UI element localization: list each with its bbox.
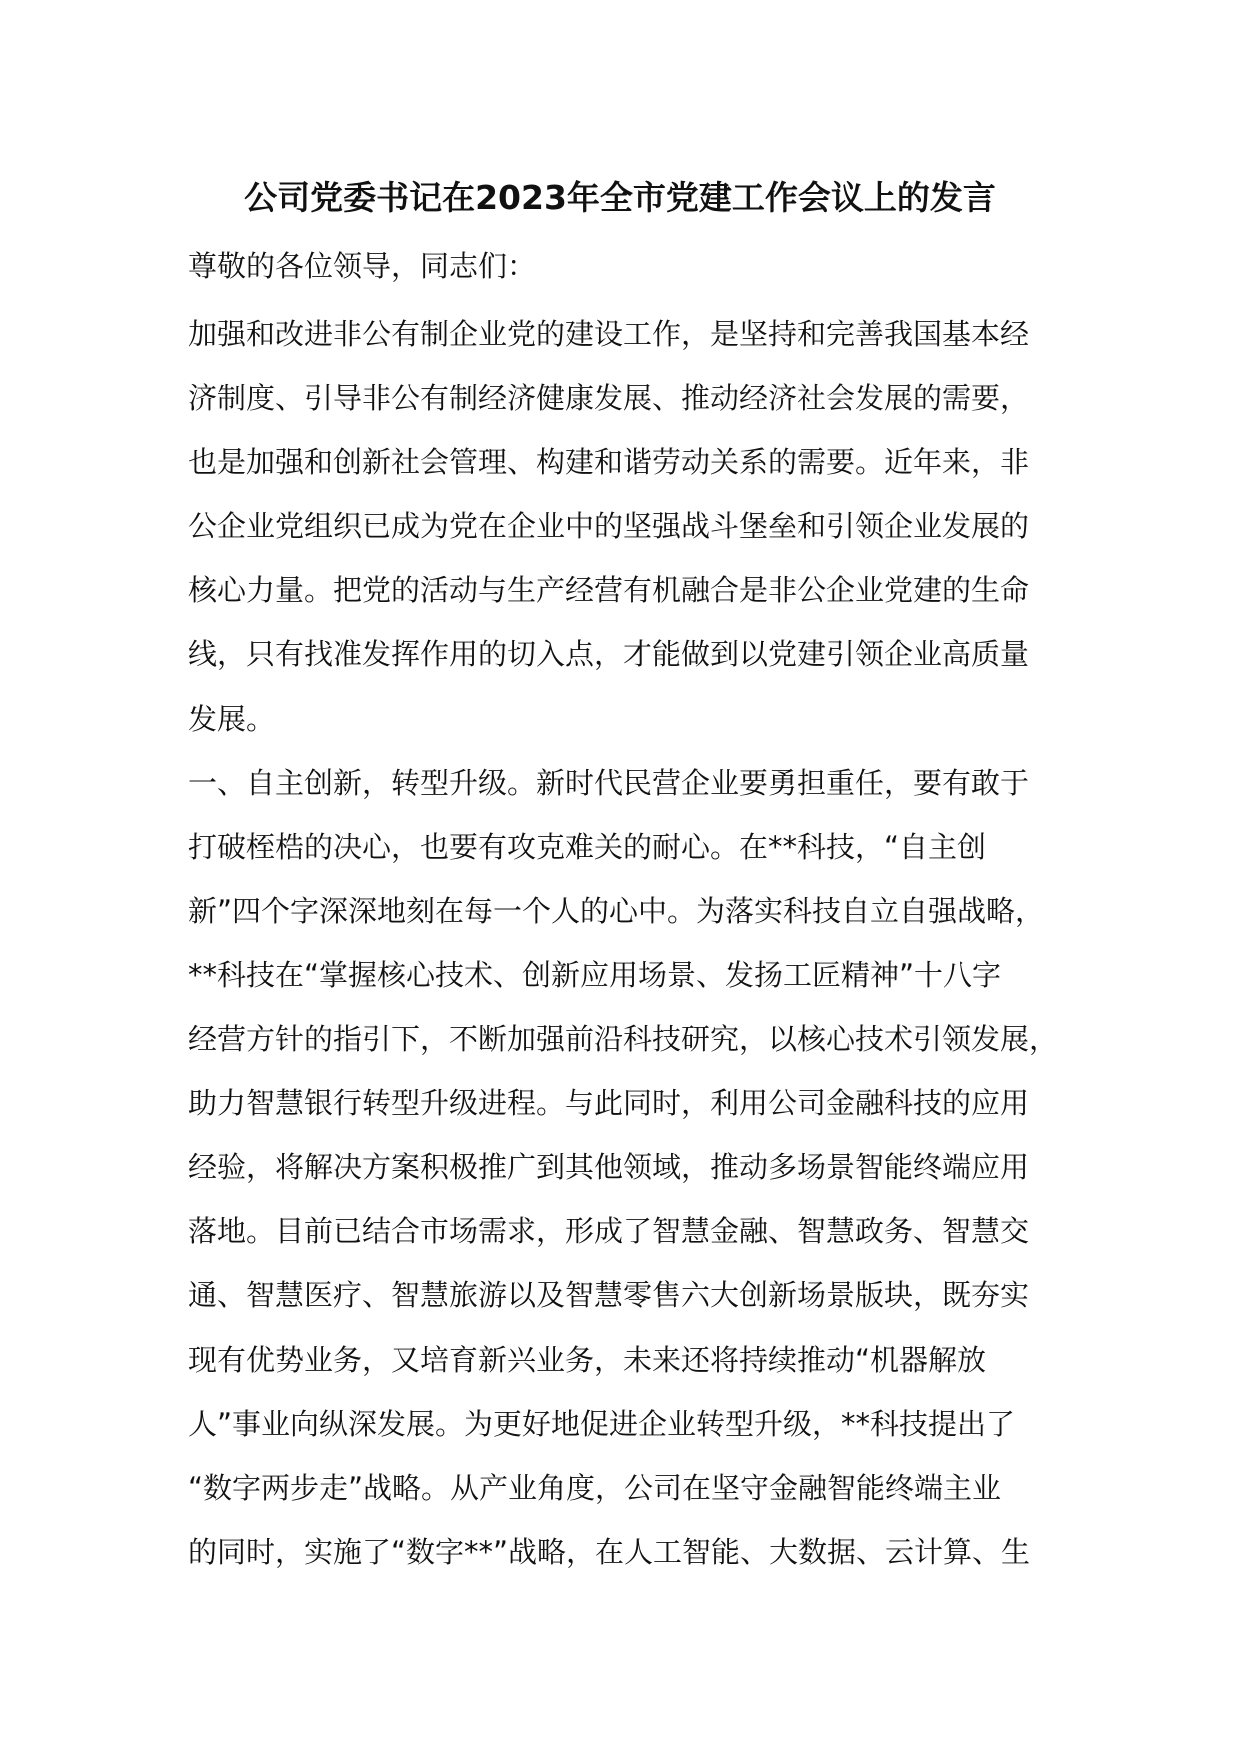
body-text: [188, 302, 1088, 1584]
text-line: 的同时，实施了“数字**”战略，在人工智能、大数据、云计算、生: [188, 1534, 1031, 1569]
text-line: 发展。: [188, 701, 276, 736]
text-line: 打破桎梏的决心，也要有攻克难关的耐心。在**科技，“自主创: [188, 829, 987, 864]
document-title: 公司党委书记在2023年全市党建工作会议上的发言: [244, 178, 996, 217]
text-line: 也是加强和创新社会管理、构建和谐劳动关系的需要。近年来，非: [188, 445, 1030, 480]
text-line: 济制度、引导非公有制经济健康发展、推动经济社会发展的需要，: [188, 381, 1030, 416]
text-line: 加强和改进非公有制企业党的建设工作，是坚持和完善我国基本经: [188, 317, 1030, 351]
text-line: **科技在“掌握核心技术、创新应用场景、发扬工匠精神”十八字: [188, 957, 1002, 992]
text-line: 一、自主创新，转型升级。新时代民营企业要勇担重任，要有敢于: [188, 765, 1030, 800]
text-line: 现有优势业务，又培育新兴业务，未来还将持续推动“机器解放: [188, 1342, 987, 1377]
text-line: “数字两步走”战略。从产业角度，公司在坚守金融智能终端主业: [188, 1470, 1002, 1505]
text-line: 核心力量。把党的活动与生产经营有机融合是非公企业党建的生命: [188, 573, 1030, 608]
text-line: 人”事业向纵深发展。为更好地促进企业转型升级，**科技提出了: [188, 1406, 1016, 1441]
text-line: 助力智慧银行转型升级进程。与此同时，利用公司金融科技的应用: [188, 1086, 1030, 1121]
text-line: 经营方针的指引下，不断加强前沿科技研究，以核心技术引领发展，: [188, 1022, 1059, 1057]
text-line: 新”四个字深深地刻在每一个人的心中。为落实科技自立自强战略，: [188, 893, 1045, 928]
text-line: 公企业党组织已成为党在企业中的坚强战斗堡垒和引领企业发展的: [188, 509, 1030, 544]
text-line: 经验，将解决方案积极推广到其他领域，推动多场景智能终端应用: [188, 1150, 1030, 1185]
text-line: 通、智慧医疗、智慧旅游以及智慧零售六大创新场景版块，既夯实: [188, 1278, 1030, 1313]
text-line: 线，只有找准发挥作用的切入点，才能做到以党建引领企业高质量: [188, 637, 1030, 672]
salutation: 尊敬的各位领导，同志们：: [188, 249, 537, 283]
text-line: 落地。目前已结合市场需求，形成了智慧金融、智慧政务、智慧交: [188, 1214, 1030, 1249]
